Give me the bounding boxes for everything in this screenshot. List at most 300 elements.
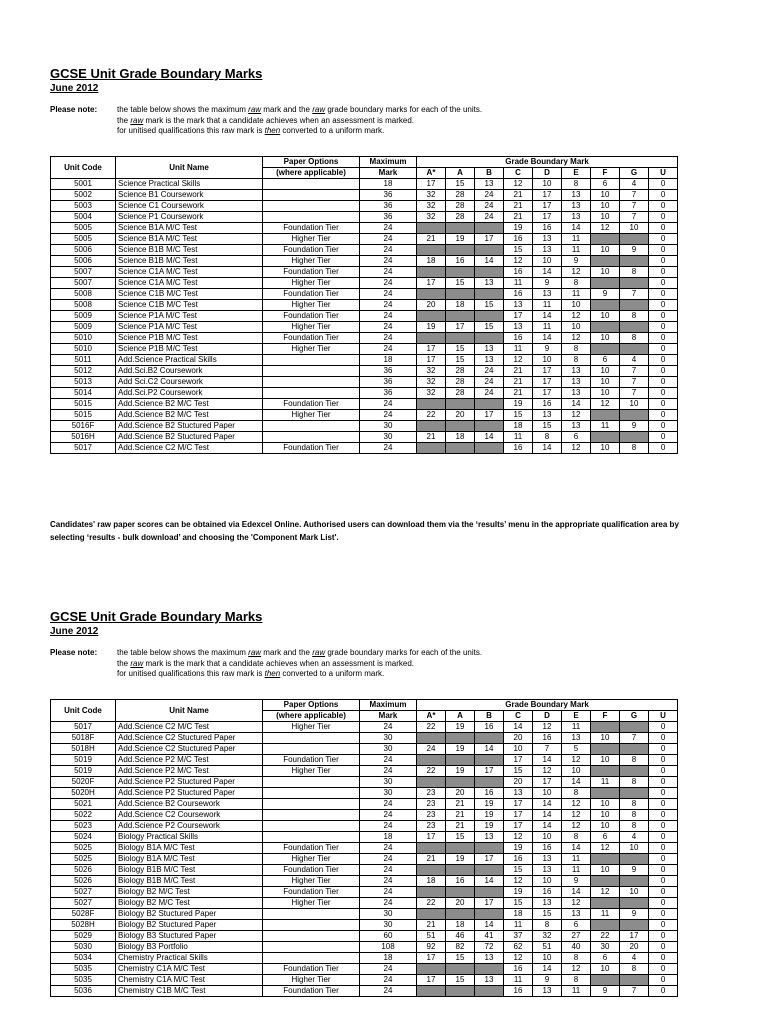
grade-mark-cell: 10 — [591, 377, 620, 388]
max-mark-cell: 24 — [360, 234, 417, 245]
grade-mark-cell: 27 — [562, 931, 591, 942]
table-row — [51, 311, 678, 322]
paper-option-cell: Higher Tier — [263, 256, 360, 267]
table-row — [51, 443, 678, 454]
grade-mark-cell: 5 — [562, 744, 591, 755]
grade-mark-cell — [620, 854, 649, 865]
grade-mark-cell: 0 — [649, 920, 678, 931]
grade-mark-cell: 0 — [649, 953, 678, 964]
grade-mark-cell: 21 — [417, 920, 446, 931]
grade-mark-cell: 16 — [504, 854, 533, 865]
grade-mark-cell: 20 — [504, 777, 533, 788]
table-row — [51, 931, 678, 942]
grade-mark-cell — [591, 744, 620, 755]
col-paper-options-header: Paper Options — [263, 700, 360, 711]
grade-mark-cell — [591, 920, 620, 931]
grade-mark-cell: 17 — [504, 311, 533, 322]
grade-mark-cell — [475, 311, 504, 322]
grade-mark-cell: 8 — [562, 975, 591, 986]
grade-mark-cell: 17 — [475, 766, 504, 777]
grade-mark-cell — [475, 986, 504, 997]
grade-mark-cell — [417, 223, 446, 234]
grade-mark-cell: 10 — [562, 300, 591, 311]
table-row — [51, 432, 678, 443]
grade-mark-cell — [417, 843, 446, 854]
grade-mark-cell: 0 — [649, 799, 678, 810]
grade-mark-cell: 19 — [504, 887, 533, 898]
grade-mark-cell: 12 — [562, 810, 591, 821]
paper-option-cell: Foundation Tier — [263, 755, 360, 766]
grade-mark-cell: 13 — [533, 986, 562, 997]
grade-mark-cell: 16 — [504, 443, 533, 454]
grade-mark-cell: 0 — [649, 322, 678, 333]
unit-code-cell: 5017 — [51, 722, 116, 733]
grade-mark-cell: 15 — [504, 898, 533, 909]
unit-name-cell: Science P1B M/C Test — [116, 333, 263, 344]
grade-mark-cell: 18 — [417, 876, 446, 887]
unit-name-cell: Biology B2 M/C Test — [116, 898, 263, 909]
unit-code-cell: 5007 — [51, 278, 116, 289]
grade-mark-cell: 14 — [533, 810, 562, 821]
grade-mark-cell: 13 — [562, 201, 591, 212]
grade-mark-cell: 12 — [562, 898, 591, 909]
max-mark-cell: 24 — [360, 755, 417, 766]
paper-option-cell: Higher Tier — [263, 410, 360, 421]
grade-mark-cell: 16 — [475, 722, 504, 733]
grade-mark-cell: 0 — [649, 865, 678, 876]
unit-code-cell: 5018H — [51, 744, 116, 755]
grade-mark-cell: 15 — [446, 179, 475, 190]
grade-mark-cell: 13 — [475, 344, 504, 355]
grade-mark-cell: 8 — [620, 821, 649, 832]
max-mark-cell: 24 — [360, 245, 417, 256]
paper-option-cell — [263, 432, 360, 443]
grade-mark-cell — [417, 909, 446, 920]
grade-mark-cell: 4 — [620, 179, 649, 190]
paper-option-cell: Foundation Tier — [263, 887, 360, 898]
grade-mark-cell: 21 — [504, 377, 533, 388]
grade-mark-cell — [446, 887, 475, 898]
note-label: Please note: — [50, 105, 98, 114]
unit-code-cell: 5006 — [51, 245, 116, 256]
col-unit-name-header: Unit Name — [116, 157, 263, 179]
grade-mark-cell: 12 — [504, 953, 533, 964]
table-row — [51, 887, 678, 898]
paper-option-cell — [263, 821, 360, 832]
grade-mark-cell: 15 — [533, 909, 562, 920]
grade-mark-cell: 16 — [533, 223, 562, 234]
unit-code-cell: 5026 — [51, 865, 116, 876]
grade-mark-cell — [475, 245, 504, 256]
grade-mark-cell: 10 — [562, 766, 591, 777]
table-row — [51, 832, 678, 843]
unit-name-cell: Chemistry C1A M/C Test — [116, 975, 263, 986]
grade-column-header: A — [446, 168, 475, 179]
paper-option-cell — [263, 190, 360, 201]
grade-mark-cell: 22 — [417, 410, 446, 421]
grade-mark-cell: 14 — [475, 920, 504, 931]
grade-mark-cell — [620, 410, 649, 421]
max-mark-cell: 24 — [360, 300, 417, 311]
grade-mark-cell: 7 — [620, 986, 649, 997]
grade-mark-cell: 21 — [504, 201, 533, 212]
grade-mark-cell: 0 — [649, 278, 678, 289]
paper-option-cell: Foundation Tier — [263, 986, 360, 997]
grade-mark-cell: 10 — [591, 212, 620, 223]
paper-option-cell — [263, 810, 360, 821]
grade-mark-cell: 0 — [649, 909, 678, 920]
unit-name-cell: Science C1A M/C Test — [116, 267, 263, 278]
grade-mark-cell — [417, 443, 446, 454]
table-row — [51, 964, 678, 975]
grade-mark-cell: 17 — [475, 410, 504, 421]
grade-mark-cell: 22 — [417, 722, 446, 733]
table-row — [51, 344, 678, 355]
grade-column-header: A — [446, 711, 475, 722]
grade-mark-cell: 20 — [446, 788, 475, 799]
max-mark-cell: 36 — [360, 377, 417, 388]
unit-code-cell: 5015 — [51, 399, 116, 410]
grade-mark-cell: 6 — [562, 920, 591, 931]
unit-code-cell: 5025 — [51, 854, 116, 865]
grade-mark-cell — [417, 399, 446, 410]
grade-mark-cell — [591, 788, 620, 799]
max-mark-cell: 24 — [360, 799, 417, 810]
table-header-row — [51, 700, 678, 711]
grade-mark-cell: 0 — [649, 223, 678, 234]
grade-mark-cell — [475, 865, 504, 876]
candidates-note: Candidates' raw paper scores can be obtained via Edexcel Online. Authorised users can download them via the ‘results’ menu in the appropriate qualification area by selecting ‘results - bulk download’ and choosing the 'Component Mark List'. — [50, 520, 679, 542]
unit-name-cell: Biology B1A M/C Test — [116, 854, 263, 865]
unit-name-cell: Add.Science P2 Stuctured Paper — [116, 777, 263, 788]
grade-mark-cell: 18 — [417, 256, 446, 267]
grade-mark-cell: 4 — [620, 953, 649, 964]
grade-mark-cell: 12 — [562, 333, 591, 344]
grade-mark-cell — [591, 898, 620, 909]
paper-option-cell: Higher Tier — [263, 300, 360, 311]
grade-column-header: B — [475, 168, 504, 179]
grade-mark-cell: 12 — [504, 832, 533, 843]
grade-mark-cell: 18 — [446, 432, 475, 443]
paper-option-cell — [263, 212, 360, 223]
paper-option-cell — [263, 421, 360, 432]
grade-mark-cell: 10 — [591, 333, 620, 344]
grade-mark-cell: 11 — [591, 777, 620, 788]
grade-mark-cell — [417, 245, 446, 256]
unit-name-cell: Biology B1A M/C Test — [116, 843, 263, 854]
max-mark-cell: 18 — [360, 953, 417, 964]
grade-mark-cell: 13 — [562, 366, 591, 377]
unit-name-cell: Add.Science C2 Coursework — [116, 810, 263, 821]
grade-mark-cell: 13 — [533, 898, 562, 909]
grade-mark-cell: 21 — [504, 190, 533, 201]
grade-mark-cell: 11 — [533, 300, 562, 311]
grade-mark-cell: 14 — [562, 399, 591, 410]
table-row — [51, 777, 678, 788]
grade-mark-cell: 20 — [620, 942, 649, 953]
grade-mark-cell: 41 — [475, 931, 504, 942]
grade-mark-cell: 10 — [591, 443, 620, 454]
table-row — [51, 766, 678, 777]
grade-mark-cell: 7 — [620, 733, 649, 744]
grade-mark-cell: 30 — [591, 942, 620, 953]
grade-mark-cell: 8 — [620, 443, 649, 454]
table-row — [51, 234, 678, 245]
table-row — [51, 799, 678, 810]
grade-mark-cell: 0 — [649, 755, 678, 766]
unit-name-cell: Add.Science C2 M/C Test — [116, 722, 263, 733]
grade-mark-cell — [591, 234, 620, 245]
grade-mark-cell: 11 — [562, 234, 591, 245]
grade-mark-cell: 16 — [533, 843, 562, 854]
max-mark-cell: 24 — [360, 843, 417, 854]
grade-mark-cell: 22 — [591, 931, 620, 942]
page-title: GCSE Unit Grade Boundary Marks — [50, 66, 263, 81]
paper-option-cell — [263, 377, 360, 388]
grade-mark-cell — [620, 788, 649, 799]
grade-mark-cell — [417, 421, 446, 432]
grade-mark-cell: 8 — [620, 267, 649, 278]
table-row — [51, 256, 678, 267]
paper-option-cell: Foundation Tier — [263, 289, 360, 300]
grade-mark-cell: 14 — [533, 755, 562, 766]
grade-mark-cell — [620, 432, 649, 443]
grade-mark-cell: 0 — [649, 821, 678, 832]
grade-mark-cell: 16 — [475, 788, 504, 799]
grade-mark-cell: 13 — [562, 733, 591, 744]
unit-code-cell: 5016H — [51, 432, 116, 443]
grade-mark-cell — [620, 766, 649, 777]
grade-mark-cell: 7 — [620, 388, 649, 399]
unit-name-cell: Chemistry C1A M/C Test — [116, 964, 263, 975]
grade-mark-cell: 10 — [562, 322, 591, 333]
grade-mark-cell: 0 — [649, 388, 678, 399]
unit-name-cell: Add.Science P2 Stuctured Paper — [116, 788, 263, 799]
grade-mark-cell: 19 — [417, 322, 446, 333]
grade-mark-cell — [475, 887, 504, 898]
grade-column-header: A* — [417, 168, 446, 179]
grade-mark-cell: 17 — [475, 234, 504, 245]
max-mark-cell: 24 — [360, 399, 417, 410]
grade-mark-cell: 0 — [649, 300, 678, 311]
grade-mark-cell — [591, 344, 620, 355]
col-unit-code-header: Unit Code — [51, 157, 116, 179]
grade-mark-cell — [446, 777, 475, 788]
table-row — [51, 788, 678, 799]
unit-name-cell: Add.Science Practical Skills — [116, 355, 263, 366]
grade-mark-cell — [475, 964, 504, 975]
grade-mark-cell: 17 — [417, 953, 446, 964]
grade-mark-cell: 28 — [446, 201, 475, 212]
max-mark-cell: 18 — [360, 179, 417, 190]
grade-mark-cell: 8 — [620, 311, 649, 322]
paper-option-cell: Foundation Tier — [263, 443, 360, 454]
grade-mark-cell: 24 — [475, 190, 504, 201]
grade-mark-cell: 13 — [562, 421, 591, 432]
grade-mark-cell: 23 — [417, 810, 446, 821]
table-row — [51, 898, 678, 909]
grade-mark-cell: 13 — [533, 854, 562, 865]
grade-mark-cell: 10 — [620, 223, 649, 234]
grade-mark-cell: 13 — [475, 953, 504, 964]
unit-name-cell: Biology B2 Stuctured Paper — [116, 920, 263, 931]
grade-mark-cell: 24 — [475, 388, 504, 399]
max-mark-cell: 30 — [360, 421, 417, 432]
grade-mark-cell: 15 — [446, 344, 475, 355]
table-row — [51, 865, 678, 876]
grade-mark-cell: 8 — [620, 755, 649, 766]
grade-mark-cell: 24 — [475, 366, 504, 377]
grade-mark-cell: 11 — [504, 344, 533, 355]
note-line-3: for unitised qualifications this raw mark is then converted to a uniform mark. — [117, 669, 385, 678]
paper-option-cell — [263, 799, 360, 810]
grade-mark-cell: 14 — [533, 964, 562, 975]
table-row — [51, 223, 678, 234]
unit-name-cell: Add.Science B2 Stuctured Paper — [116, 421, 263, 432]
grade-mark-cell: 21 — [504, 388, 533, 399]
paper-option-cell — [263, 931, 360, 942]
grade-mark-cell: 10 — [591, 733, 620, 744]
paper-option-cell — [263, 388, 360, 399]
max-mark-cell: 24 — [360, 898, 417, 909]
grade-mark-cell: 8 — [562, 355, 591, 366]
grade-mark-cell: 12 — [591, 399, 620, 410]
grade-mark-cell: 0 — [649, 931, 678, 942]
max-mark-cell: 24 — [360, 256, 417, 267]
grade-mark-cell: 19 — [446, 722, 475, 733]
grade-mark-cell: 9 — [562, 256, 591, 267]
unit-name-cell: Add.Sci.B2 Coursework — [116, 366, 263, 377]
table-row — [51, 377, 678, 388]
unit-code-cell: 5028H — [51, 920, 116, 931]
grade-mark-cell: 0 — [649, 333, 678, 344]
grade-mark-cell: 12 — [562, 799, 591, 810]
grade-mark-cell: 0 — [649, 179, 678, 190]
grade-mark-cell: 0 — [649, 432, 678, 443]
grade-mark-cell: 13 — [562, 212, 591, 223]
grade-mark-cell: 17 — [475, 898, 504, 909]
table-row — [51, 810, 678, 821]
grade-mark-cell: 0 — [649, 777, 678, 788]
grade-mark-cell: 28 — [446, 190, 475, 201]
unit-code-cell: 5019 — [51, 766, 116, 777]
grade-mark-cell: 0 — [649, 190, 678, 201]
grade-mark-cell: 0 — [649, 256, 678, 267]
max-mark-cell: 30 — [360, 777, 417, 788]
boundary-section-2 — [50, 609, 678, 997]
max-mark-cell: 24 — [360, 267, 417, 278]
grade-boundary-table-2 — [50, 699, 678, 997]
grade-mark-cell: 16 — [446, 256, 475, 267]
grade-mark-cell: 51 — [533, 942, 562, 953]
unit-name-cell: Add.Science B2 M/C Test — [116, 410, 263, 421]
grade-mark-cell — [475, 267, 504, 278]
unit-name-cell: Science C1B M/C Test — [116, 300, 263, 311]
unit-name-cell: Science B1A M/C Test — [116, 234, 263, 245]
unit-name-cell: Add.Science B2 M/C Test — [116, 399, 263, 410]
max-mark-cell: 18 — [360, 832, 417, 843]
grade-mark-cell — [475, 443, 504, 454]
grade-mark-cell — [591, 410, 620, 421]
grade-mark-cell: 15 — [504, 766, 533, 777]
grade-mark-cell — [591, 322, 620, 333]
max-mark-cell: 24 — [360, 344, 417, 355]
paper-option-cell — [263, 942, 360, 953]
paper-option-cell: Foundation Tier — [263, 245, 360, 256]
grade-mark-cell: 23 — [417, 788, 446, 799]
paper-option-cell: Foundation Tier — [263, 333, 360, 344]
grade-mark-cell: 0 — [649, 986, 678, 997]
grade-mark-cell: 40 — [562, 942, 591, 953]
max-mark-cell: 36 — [360, 388, 417, 399]
grade-mark-cell: 17 — [475, 854, 504, 865]
grade-mark-cell: 12 — [504, 876, 533, 887]
unit-name-cell: Science P1B M/C Test — [116, 344, 263, 355]
grade-mark-cell: 13 — [562, 377, 591, 388]
grade-mark-cell — [417, 733, 446, 744]
grade-mark-cell: 17 — [533, 777, 562, 788]
paper-option-cell — [263, 201, 360, 212]
grade-mark-cell: 10 — [591, 245, 620, 256]
grade-mark-cell: 10 — [533, 256, 562, 267]
max-mark-cell: 18 — [360, 355, 417, 366]
table-row — [51, 755, 678, 766]
grade-mark-cell: 9 — [620, 865, 649, 876]
grade-mark-cell: 13 — [533, 865, 562, 876]
grade-mark-cell: 17 — [533, 190, 562, 201]
grade-mark-cell: 28 — [446, 388, 475, 399]
grade-mark-cell: 12 — [591, 887, 620, 898]
grade-mark-cell: 10 — [504, 744, 533, 755]
col-unit-name-header: Unit Name — [116, 700, 263, 722]
grade-mark-cell: 21 — [446, 810, 475, 821]
grade-mark-cell: 7 — [620, 212, 649, 223]
grade-mark-cell: 28 — [446, 366, 475, 377]
grade-mark-cell: 19 — [504, 843, 533, 854]
max-mark-cell: 24 — [360, 322, 417, 333]
grade-mark-cell — [446, 755, 475, 766]
grade-mark-cell: 18 — [446, 920, 475, 931]
grade-mark-cell — [446, 333, 475, 344]
grade-mark-cell: 10 — [620, 887, 649, 898]
col-grade-boundary-header: Grade Boundary Mark — [417, 157, 678, 168]
table-row — [51, 942, 678, 953]
grade-mark-cell: 10 — [533, 876, 562, 887]
table-row — [51, 821, 678, 832]
grade-mark-cell: 13 — [562, 909, 591, 920]
grade-mark-cell: 8 — [562, 832, 591, 843]
paper-option-cell: Higher Tier — [263, 234, 360, 245]
grade-mark-cell: 15 — [446, 832, 475, 843]
grade-mark-cell: 0 — [649, 311, 678, 322]
grade-mark-cell: 19 — [475, 821, 504, 832]
unit-name-cell: Science C1 Coursework — [116, 201, 263, 212]
grade-mark-cell: 15 — [475, 300, 504, 311]
grade-column-header: G — [620, 711, 649, 722]
table-row — [51, 300, 678, 311]
grade-mark-cell: 10 — [620, 399, 649, 410]
grade-mark-cell: 12 — [533, 766, 562, 777]
grade-mark-cell — [417, 865, 446, 876]
grade-mark-cell: 10 — [591, 821, 620, 832]
unit-name-cell: Add.Science P2 Coursework — [116, 821, 263, 832]
grade-mark-cell: 15 — [446, 355, 475, 366]
grade-mark-cell — [417, 289, 446, 300]
grade-mark-cell — [620, 300, 649, 311]
max-mark-cell: 24 — [360, 443, 417, 454]
paper-option-cell — [263, 366, 360, 377]
grade-mark-cell: 0 — [649, 289, 678, 300]
